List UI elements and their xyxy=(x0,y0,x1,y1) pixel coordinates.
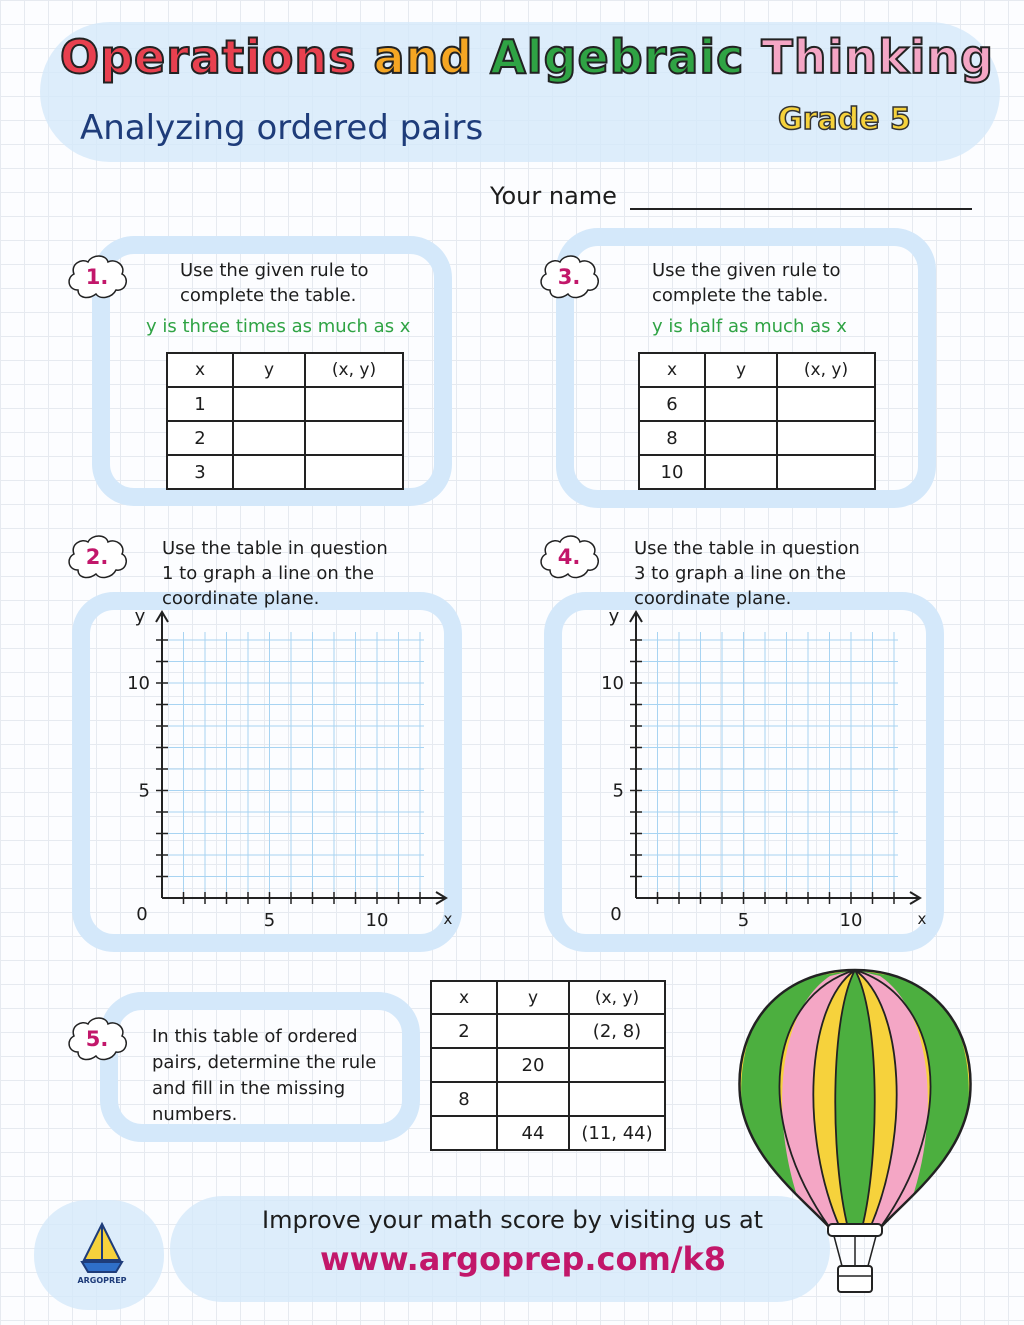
table-cell: 3 xyxy=(167,455,233,489)
y-axis-label: y xyxy=(134,606,146,627)
answer-cell[interactable] xyxy=(305,455,403,489)
answer-cell[interactable] xyxy=(705,421,777,455)
header-x: x xyxy=(639,353,705,387)
header-xy: (x, y) xyxy=(777,353,875,387)
answer-cell[interactable] xyxy=(569,1082,665,1116)
table-cell: 8 xyxy=(639,421,705,455)
answer-cell[interactable] xyxy=(305,421,403,455)
name-label: Your name xyxy=(490,182,617,210)
q5-instruction xyxy=(152,1024,376,1128)
x-axis-label: x xyxy=(443,910,453,928)
instruction-line: complete the table. xyxy=(652,285,829,306)
x-tick-label: 10 xyxy=(365,910,389,931)
answer-cell[interactable] xyxy=(777,421,875,455)
answer-cell[interactable] xyxy=(777,387,875,421)
name-field[interactable] xyxy=(630,208,972,210)
q5-table xyxy=(430,980,666,1151)
q2-badge xyxy=(64,530,130,584)
table-cell: 44 xyxy=(497,1116,569,1150)
argoprep-logo-icon xyxy=(62,1220,142,1276)
answer-cell[interactable] xyxy=(705,387,777,421)
q3-number: 3. xyxy=(557,265,581,289)
worksheet-subtitle: Analyzing ordered pairs xyxy=(80,108,484,148)
y-tick-label: 5 xyxy=(612,780,624,802)
q1-rule: y is three times as much as x xyxy=(146,316,411,337)
q4-instruction xyxy=(634,536,860,611)
instruction-line: Use the table in question xyxy=(634,538,860,559)
q1-instruction xyxy=(180,258,369,308)
y-tick-label: 5 xyxy=(138,780,150,802)
logo-text: ARGOPREP xyxy=(77,1276,127,1285)
answer-cell[interactable] xyxy=(233,387,305,421)
title-word-2: and xyxy=(373,30,474,84)
origin-label: 0 xyxy=(610,904,622,925)
answer-cell[interactable] xyxy=(305,387,403,421)
q3-badge xyxy=(536,250,602,304)
instruction-line: and fill in the missing xyxy=(152,1078,346,1099)
q1-table xyxy=(166,352,404,490)
q4-coordinate-plane[interactable] xyxy=(586,606,927,936)
table-cell: 2 xyxy=(167,421,233,455)
argoprep-logo[interactable] xyxy=(62,1220,142,1292)
instruction-line: 3 to graph a line on the xyxy=(634,563,847,584)
y-tick-label: 10 xyxy=(601,673,624,694)
table-cell: 20 xyxy=(497,1048,569,1082)
table-cell: 10 xyxy=(639,455,705,489)
q3-instruction xyxy=(652,258,841,308)
header-y: y xyxy=(497,981,569,1014)
title-word-3: Algebraic xyxy=(490,30,745,84)
instruction-line: complete the table. xyxy=(180,285,357,306)
answer-cell[interactable] xyxy=(431,1048,497,1082)
worksheet-title xyxy=(60,30,994,84)
title-word-4: Thinking xyxy=(761,30,995,84)
answer-cell[interactable] xyxy=(233,455,305,489)
table-cell: (2, 8) xyxy=(569,1014,665,1048)
instruction-line: coordinate plane. xyxy=(634,588,792,609)
answer-cell[interactable] xyxy=(497,1082,569,1116)
q3-rule: y is half as much as x xyxy=(652,316,847,337)
q3-table xyxy=(638,352,876,490)
header-xy: (x, y) xyxy=(569,981,665,1014)
q2-number: 2. xyxy=(85,545,109,569)
y-tick-label: 10 xyxy=(127,673,150,694)
origin-label: 0 xyxy=(136,904,148,925)
x-tick-label: 5 xyxy=(263,910,276,931)
footer-text: Improve your math score by visiting us at xyxy=(262,1206,764,1234)
instruction-line: In this table of ordered xyxy=(152,1026,358,1047)
instruction-line: numbers. xyxy=(152,1104,238,1125)
grade-label: Grade 5 xyxy=(778,102,911,137)
title-word-1: Operations xyxy=(60,30,357,84)
answer-cell[interactable] xyxy=(233,421,305,455)
instruction-line: Use the table in question xyxy=(162,538,388,559)
instruction-line: pairs, determine the rule xyxy=(152,1052,377,1073)
instruction-line: Use the given rule to xyxy=(652,260,841,281)
instruction-line: 1 to graph a line on the xyxy=(162,563,375,584)
header-x: x xyxy=(431,981,497,1014)
answer-cell[interactable] xyxy=(777,455,875,489)
instruction-line: coordinate plane. xyxy=(162,588,320,609)
header-y: y xyxy=(233,353,305,387)
hot-air-balloon-icon xyxy=(730,966,980,1302)
q4-number: 4. xyxy=(557,545,581,569)
y-axis-label: y xyxy=(608,606,620,627)
answer-cell[interactable] xyxy=(431,1116,497,1150)
q1-badge xyxy=(64,250,130,304)
q2-coordinate-plane[interactable] xyxy=(112,606,453,936)
q4-badge xyxy=(536,530,602,584)
instruction-line: Use the given rule to xyxy=(180,260,369,281)
table-cell: 8 xyxy=(431,1082,497,1116)
answer-cell[interactable] xyxy=(569,1048,665,1082)
q2-instruction xyxy=(162,536,388,611)
answer-cell[interactable] xyxy=(497,1014,569,1048)
q5-badge xyxy=(64,1012,130,1066)
table-cell: (11, 44) xyxy=(569,1116,665,1150)
x-tick-label: 5 xyxy=(737,910,750,931)
table-cell: 2 xyxy=(431,1014,497,1048)
header-y: y xyxy=(705,353,777,387)
answer-cell[interactable] xyxy=(705,455,777,489)
q5-number: 5. xyxy=(85,1027,109,1051)
header-xy: (x, y) xyxy=(305,353,403,387)
table-cell: 6 xyxy=(639,387,705,421)
q1-number: 1. xyxy=(85,265,109,289)
table-cell: 1 xyxy=(167,387,233,421)
x-tick-label: 10 xyxy=(839,910,863,931)
x-axis-label: x xyxy=(917,910,927,928)
header-x: x xyxy=(167,353,233,387)
footer-url-link[interactable]: www.argoprep.com/k8 xyxy=(320,1240,727,1278)
